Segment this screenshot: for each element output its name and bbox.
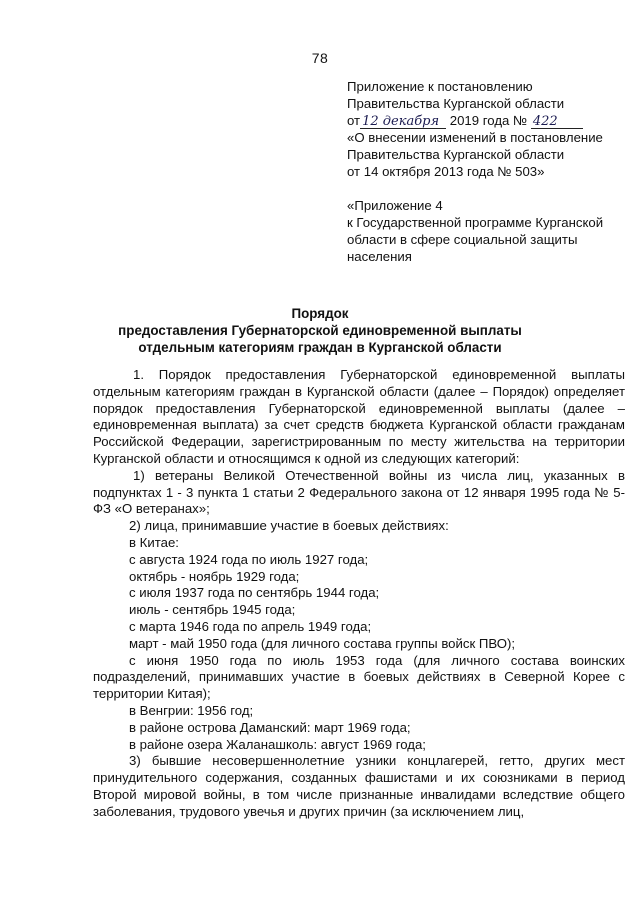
handwritten-date: 12 декабря [360, 115, 446, 129]
paragraph: март - май 1950 года (для личного состава группы войск ПВО); [129, 635, 516, 651]
paragraph: 3) бывшие несовершеннолетние узники концлагерей, гетто, других мест принудительного содержания, созданных фашистами и их союзниками в период Второй мировой войны, в том числе признанные инвалидами вследствие общего заболевания, трудового увечья и других причин (за исключением лиц, [93, 753, 625, 819]
paragraph: в районе озера Жаланашколь: август 1969 года; [129, 736, 426, 752]
paragraph: в Венгрии: 1956 год; [129, 702, 254, 718]
appendix-line-7: «Приложение 4 [347, 198, 443, 213]
paragraph: в Китае: [129, 534, 179, 550]
date-year: 2019 года № [449, 113, 528, 128]
paragraph: с марта 1946 года по апрель 1949 года; [129, 618, 372, 634]
spacer [347, 180, 627, 197]
paragraph: 1) ветераны Великой Отечественной войны из числа лиц, указанных в подпунктах 1 - 3 пункта 1 статьи 2 Федерального закона от 12 января 1995 года № 5-ФЗ «О ветеранах»; [93, 467, 625, 517]
paragraph: с июня 1950 года по июль 1953 года (для личного состава воинских подразделений, принимавших участие в боевых действиях в Северной Корее с территории Китая); [93, 652, 625, 702]
paragraph: с августа 1924 года по июль 1927 года; [129, 551, 369, 567]
document-title [0, 305, 640, 356]
appendix-line-6: от 14 октября 2013 года № 503» [347, 164, 545, 179]
appendix-line-8: к Государственной программе Курганской [347, 215, 604, 230]
title-line-2: предоставления Губернаторской единовременной выплаты [118, 323, 522, 338]
title-line-3: отдельным категориям граждан в Курганской области [138, 340, 502, 355]
page-number: 78 [311, 50, 329, 66]
appendix-date-line [347, 112, 627, 129]
appendix-header [347, 78, 627, 265]
paragraph: 1. Порядок предоставления Губернаторской единовременной выплаты отдельным категориям граждан в Курганской области (далее – Порядок) определяет порядок предоставления Губернаторской единовременной выплаты (далее – единовременная выплата) за счет средств бюджета Курганской области гражданам Российской Федерации, зарегистрированным по месту жительства на территории Курганской области и относящимся к одной из следующих категорий: [93, 367, 625, 466]
paragraph: июль - сентябрь 1945 года; [129, 602, 296, 618]
appendix-line-4: «О внесении изменений в постановление [347, 130, 603, 145]
paragraph: октябрь - ноябрь 1929 года; [129, 568, 300, 584]
appendix-line-2: Правительства Курганской области [347, 96, 565, 111]
appendix-line-9: области в сфере социальной защиты [347, 232, 578, 247]
title-line-1: Порядок [291, 306, 349, 321]
handwritten-number: 422 [531, 115, 583, 129]
paragraph: в районе острова Даманский: март 1969 года; [129, 719, 411, 735]
paragraph: с июля 1937 года по сентябрь 1944 года; [129, 585, 380, 601]
paragraph: 2) лица, принимавшие участие в боевых действиях: [129, 518, 449, 534]
appendix-line-5: Правительства Курганской области [347, 147, 565, 162]
appendix-line-1: Приложение к постановлению [347, 79, 533, 94]
appendix-line-10: населения [347, 249, 412, 264]
document-body [93, 367, 625, 821]
date-prefix: от [347, 113, 361, 128]
